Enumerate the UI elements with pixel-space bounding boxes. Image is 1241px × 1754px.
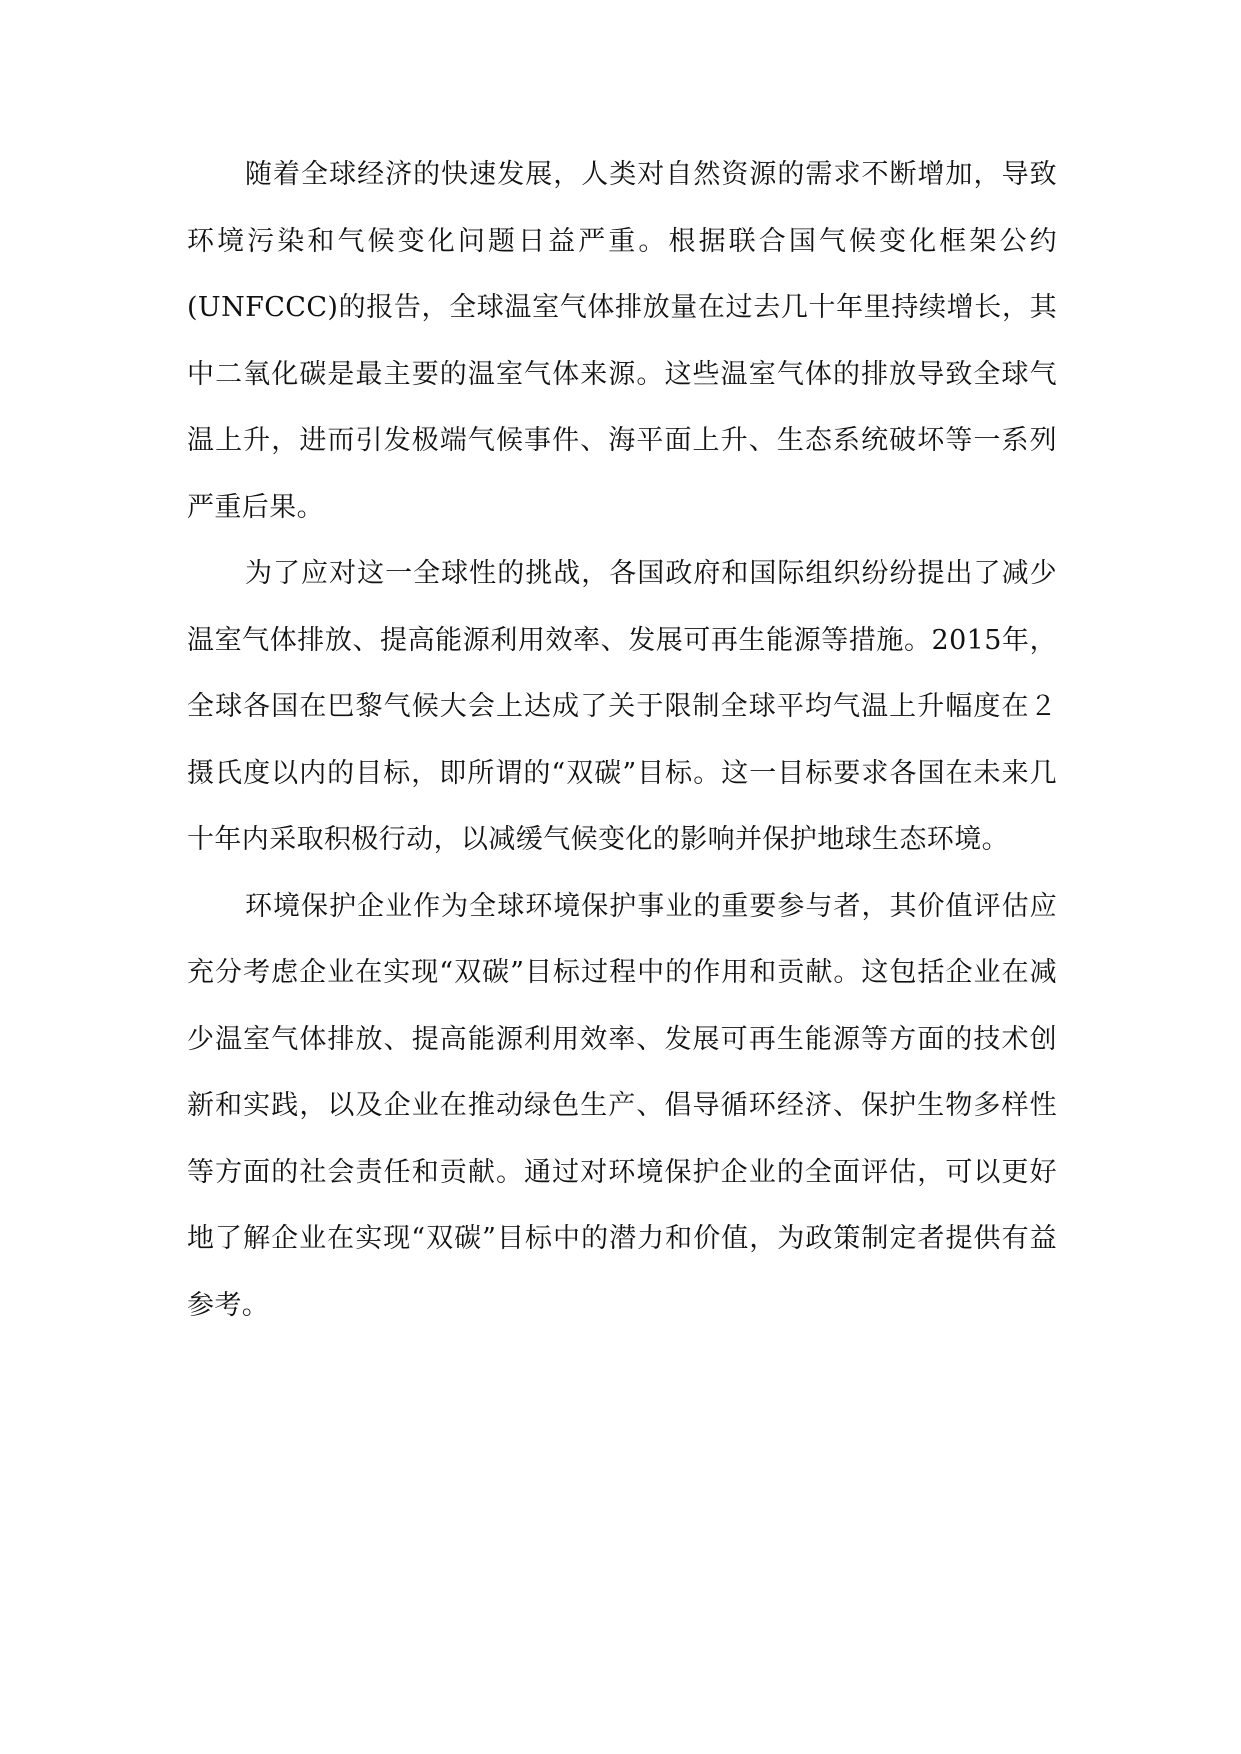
paragraph-1: 随着全球经济的快速发展，人类对自然资源的需求不断增加，导致环境污染和气候变化问题日益严重。根据联合国气候变化框架公约(UNFCCC)的报告，全球温室气体排放量在过去几十年里持续增长，其中二氧化碳是最主要的温室气体来源。这些温室气体的排放导致全球气温上升，进而引发极端气候事件、海平面上升、生态系统破坏等一系列严重后果。: [187, 159, 1057, 523]
body-text: [187, 142, 1057, 1339]
paragraph-3: 环境保护企业作为全球环境保护事业的重要参与者，其价值评估应充分考虑企业在实现“双碳”目标过程中的作用和贡献。这包括企业在减少温室气体排放、提高能源利用效率、发展可再生能源等方面的技术创新和实践，以及企业在推动绿色生产、倡导循环经济、保护生物多样性等方面的社会责任和贡献。通过对环境保护企业的全面评估，可以更好地了解企业在实现“双碳”目标中的潜力和价值，为政策制定者提供有益参考。: [187, 890, 1057, 1321]
paragraph-2: 为了应对这一全球性的挑战，各国政府和国际组织纷纷提出了减少温室气体排放、提高能源利用效率、发展可再生能源等措施。2015年，全球各国在巴黎气候大会上达成了关于限制全球平均气温上升幅度在２摄氏度以内的目标，即所谓的“双碳”目标。这一目标要求各国在未来几十年内采取积极行动，以减缓气候变化的影响并保护地球生态环境。: [187, 558, 1057, 855]
